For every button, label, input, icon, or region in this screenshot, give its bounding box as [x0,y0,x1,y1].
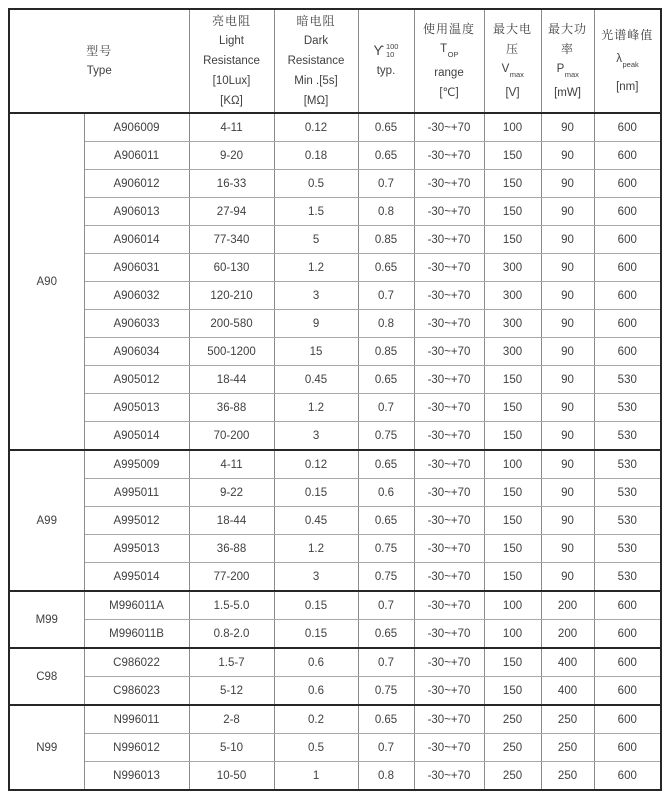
dark-resistance-cell: 0.45 [274,507,358,535]
col-header-pmax: 最大功 率 $P_{max}$ [mW] [541,9,594,113]
temp-range-cell: -30~+70 [414,620,484,649]
v-max-cell: 150 [484,677,541,706]
light-resistance-cell: 16-33 [189,170,274,198]
gamma-cell: 0.7 [358,648,414,677]
lambda-peak-cell: 600 [594,282,661,310]
model-cell: M996011B [84,620,189,649]
v-max-cell: 150 [484,170,541,198]
table-row [9,170,661,198]
gamma-cell: 0.65 [358,507,414,535]
table-row [9,450,661,479]
dark-resistance-cell: 0.6 [274,677,358,706]
lambda-peak-cell: 530 [594,507,661,535]
v-max-cell: 300 [484,254,541,282]
temp-range-cell: -30~+70 [414,282,484,310]
temp-range-cell: -30~+70 [414,591,484,620]
gamma-cell: 0.8 [358,310,414,338]
lambda-peak-cell: 600 [594,142,661,170]
dark-resistance-cell: 0.2 [274,705,358,734]
p-max-cell: 90 [541,563,594,592]
light-resistance-cell: 2-8 [189,705,274,734]
temp-range-cell: -30~+70 [414,535,484,563]
model-cell: N996012 [84,734,189,762]
model-cell: A995011 [84,479,189,507]
model-cell: M996011A [84,591,189,620]
v-max-cell: 250 [484,734,541,762]
table-row [9,705,661,734]
p-max-cell: 250 [541,762,594,791]
dark-resistance-cell: 3 [274,282,358,310]
p-max-cell: 90 [541,394,594,422]
table-row [9,762,661,791]
model-cell: C986023 [84,677,189,706]
temp-range-cell: -30~+70 [414,170,484,198]
light-resistance-cell: 36-88 [189,535,274,563]
table-row [9,394,661,422]
light-resistance-cell: 70-200 [189,422,274,451]
v-max-cell: 150 [484,563,541,592]
v-max-cell: 150 [484,226,541,254]
temp-range-cell: -30~+70 [414,705,484,734]
gamma-symbol: ϒ 100 10 [373,42,399,59]
table-row [9,310,661,338]
temp-range-cell: -30~+70 [414,198,484,226]
dark-resistance-cell: 0.12 [274,113,358,142]
group-a99 [9,450,661,591]
col-header-lambda-peak: 光谱峰值 $\lambda_{peak}$ [nm] [594,9,661,113]
p-max-cell: 90 [541,170,594,198]
model-cell: A995012 [84,507,189,535]
temp-range-cell: -30~+70 [414,422,484,451]
light-resistance-cell: 4-11 [189,113,274,142]
col-header-light-resistance: 亮电阻 Light Resistance [10Lux] [KΩ] [189,9,274,113]
model-cell: A906032 [84,282,189,310]
lambda-peak-cell: 600 [594,677,661,706]
table-row [9,198,661,226]
p-max-cell: 90 [541,282,594,310]
lambda-peak-cell: 600 [594,170,661,198]
dark-resistance-cell: 0.45 [274,366,358,394]
v-max-cell: 100 [484,591,541,620]
table-row [9,479,661,507]
temp-range-cell: -30~+70 [414,762,484,791]
group-n99 [9,705,661,790]
v-max-cell: 150 [484,394,541,422]
p-max-cell: 90 [541,254,594,282]
p-max-cell: 90 [541,535,594,563]
light-resistance-cell: 4-11 [189,450,274,479]
p-max-cell: 250 [541,705,594,734]
lambda-peak-cell: 530 [594,479,661,507]
model-cell: A906034 [84,338,189,366]
dark-resistance-cell: 15 [274,338,358,366]
light-resistance-cell: 10-50 [189,762,274,791]
light-resistance-cell: 200-580 [189,310,274,338]
light-resistance-cell: 5-12 [189,677,274,706]
dark-resistance-cell: 0.15 [274,620,358,649]
gamma-cell: 0.7 [358,734,414,762]
dark-resistance-cell: 5 [274,226,358,254]
v-max-cell: 150 [484,535,541,563]
gamma-cell: 0.75 [358,677,414,706]
group-label: A90 [9,113,84,450]
v-max-cell: 300 [484,282,541,310]
light-resistance-cell: 36-88 [189,394,274,422]
gamma-cell: 0.85 [358,338,414,366]
v-max-cell: 100 [484,450,541,479]
v-max-cell: 150 [484,142,541,170]
lambda-peak-cell: 530 [594,450,661,479]
gamma-cell: 0.65 [358,113,414,142]
table-header [9,9,661,113]
dark-resistance-cell: 1.5 [274,198,358,226]
gamma-cell: 0.6 [358,479,414,507]
lambda-peak-cell: 600 [594,254,661,282]
temp-range-cell: -30~+70 [414,648,484,677]
dark-resistance-cell: 1.2 [274,535,358,563]
v-max-cell: 100 [484,620,541,649]
gamma-cell: 0.65 [358,620,414,649]
p-max-cell: 200 [541,591,594,620]
temp-range-cell: -30~+70 [414,226,484,254]
model-cell: A905012 [84,366,189,394]
temp-range-cell: -30~+70 [414,366,484,394]
light-resistance-cell: 60-130 [189,254,274,282]
temp-range-cell: -30~+70 [414,563,484,592]
temp-range-cell: -30~+70 [414,394,484,422]
lambda-peak-cell: 600 [594,620,661,649]
model-cell: A905014 [84,422,189,451]
p-max-cell: 90 [541,338,594,366]
lambda-peak-cell: 600 [594,198,661,226]
col-header-gamma: ϒ 100 10 typ. [358,9,414,113]
p-max-cell: 90 [541,507,594,535]
temp-range-cell: -30~+70 [414,254,484,282]
table-row [9,226,661,254]
model-cell: N996011 [84,705,189,734]
group-m99 [9,591,661,648]
col-header-temp-range: 使用温度 $T_{OP}$ range [℃] [414,9,484,113]
type-label-cn: 型号 [86,44,113,58]
gamma-cell: 0.85 [358,226,414,254]
p-max-cell: 90 [541,142,594,170]
gamma-cell: 0.7 [358,591,414,620]
p-max-cell: 90 [541,422,594,451]
gamma-cell: 0.8 [358,762,414,791]
lambda-peak-cell: 600 [594,591,661,620]
model-cell: A905013 [84,394,189,422]
gamma-cell: 0.7 [358,170,414,198]
light-resistance-cell: 18-44 [189,366,274,394]
v-max-cell: 150 [484,422,541,451]
dark-resistance-cell: 0.15 [274,591,358,620]
lambda-peak-cell: 530 [594,563,661,592]
table-row [9,142,661,170]
dark-resistance-cell: 3 [274,563,358,592]
model-cell: N996013 [84,762,189,791]
light-resistance-cell: 0.8-2.0 [189,620,274,649]
temp-range-cell: -30~+70 [414,479,484,507]
lambda-peak-cell: 600 [594,648,661,677]
col-header-vmax: 最大电 压 $V_{max}$ [V] [484,9,541,113]
v-max-cell: 250 [484,705,541,734]
gamma-cell: 0.75 [358,422,414,451]
table-row [9,535,661,563]
temp-range-cell: -30~+70 [414,310,484,338]
group-label: M99 [9,591,84,648]
table-row [9,282,661,310]
model-cell: A906012 [84,170,189,198]
model-cell: A995013 [84,535,189,563]
gamma-cell: 0.65 [358,705,414,734]
dark-resistance-cell: 0.5 [274,734,358,762]
table-row [9,648,661,677]
light-resistance-cell: 500-1200 [189,338,274,366]
table-row [9,677,661,706]
table-row [9,620,661,649]
light-resistance-cell: 1.5-5.0 [189,591,274,620]
table-row [9,254,661,282]
lambda-peak-cell: 530 [594,394,661,422]
gamma-cell: 0.75 [358,535,414,563]
v-max-cell: 100 [484,113,541,142]
v-max-cell: 150 [484,507,541,535]
lambda-peak-cell: 600 [594,705,661,734]
model-cell: A995009 [84,450,189,479]
dark-resistance-cell: 0.15 [274,479,358,507]
temp-range-cell: -30~+70 [414,677,484,706]
gamma-cell: 0.65 [358,450,414,479]
light-resistance-cell: 77-340 [189,226,274,254]
light-resistance-cell: 9-20 [189,142,274,170]
group-label: N99 [9,705,84,790]
light-resistance-cell: 18-44 [189,507,274,535]
dark-resistance-cell: 0.5 [274,170,358,198]
lambda-peak-cell: 530 [594,535,661,563]
p-max-cell: 400 [541,677,594,706]
dark-resistance-cell: 9 [274,310,358,338]
light-resistance-cell: 5-10 [189,734,274,762]
gamma-cell: 0.75 [358,563,414,592]
group-c98 [9,648,661,705]
gamma-cell: 0.7 [358,282,414,310]
dark-resistance-cell: 0.18 [274,142,358,170]
light-resistance-cell: 1.5-7 [189,648,274,677]
v-max-cell: 150 [484,366,541,394]
dark-resistance-cell: 0.12 [274,450,358,479]
lambda-peak-cell: 530 [594,366,661,394]
gamma-cell: 0.7 [358,394,414,422]
p-max-cell: 90 [541,226,594,254]
p-max-cell: 90 [541,479,594,507]
table-row [9,591,661,620]
table-row [9,422,661,451]
lambda-peak-cell: 530 [594,422,661,451]
table-row [9,507,661,535]
model-cell: C986022 [84,648,189,677]
light-resistance-cell: 9-22 [189,479,274,507]
dark-resistance-cell: 0.6 [274,648,358,677]
dark-resistance-cell: 3 [274,422,358,451]
model-cell: A906013 [84,198,189,226]
model-cell: A906009 [84,113,189,142]
table-row [9,366,661,394]
model-cell: A995014 [84,563,189,592]
table-row [9,563,661,592]
model-cell: A906011 [84,142,189,170]
table-row [9,113,661,142]
v-max-cell: 300 [484,338,541,366]
model-cell: A906014 [84,226,189,254]
dark-resistance-cell: 1.2 [274,254,358,282]
gamma-cell: 0.65 [358,142,414,170]
temp-range-cell: -30~+70 [414,113,484,142]
dark-resistance-cell: 1.2 [274,394,358,422]
lambda-peak-cell: 600 [594,226,661,254]
lambda-peak-cell: 600 [594,113,661,142]
model-cell: A906031 [84,254,189,282]
v-max-cell: 150 [484,198,541,226]
temp-range-cell: -30~+70 [414,142,484,170]
p-max-cell: 400 [541,648,594,677]
gamma-cell: 0.65 [358,254,414,282]
p-max-cell: 90 [541,366,594,394]
temp-range-cell: -30~+70 [414,734,484,762]
v-max-cell: 300 [484,310,541,338]
light-resistance-cell: 27-94 [189,198,274,226]
table-row [9,338,661,366]
temp-range-cell: -30~+70 [414,450,484,479]
type-label-en: Type [86,65,112,77]
p-max-cell: 200 [541,620,594,649]
gamma-cell: 0.8 [358,198,414,226]
photoresistor-spec-table [8,8,662,791]
temp-range-cell: -30~+70 [414,507,484,535]
p-max-cell: 90 [541,198,594,226]
v-max-cell: 250 [484,762,541,791]
p-max-cell: 250 [541,734,594,762]
group-label: C98 [9,648,84,705]
lambda-peak-cell: 600 [594,734,661,762]
light-resistance-cell: 77-200 [189,563,274,592]
p-max-cell: 90 [541,450,594,479]
p-max-cell: 90 [541,310,594,338]
light-resistance-cell: 120-210 [189,282,274,310]
lambda-peak-cell: 600 [594,310,661,338]
lambda-peak-cell: 600 [594,338,661,366]
col-header-dark-resistance: 暗电阻 Dark Resistance Min .[5s] [MΩ] [274,9,358,113]
v-max-cell: 150 [484,648,541,677]
p-max-cell: 90 [541,113,594,142]
group-label: A99 [9,450,84,591]
dark-resistance-cell: 1 [274,762,358,791]
gamma-cell: 0.65 [358,366,414,394]
col-header-type [9,9,189,113]
group-a90 [9,113,661,450]
v-max-cell: 150 [484,479,541,507]
table-row [9,734,661,762]
model-cell: A906033 [84,310,189,338]
lambda-peak-cell: 600 [594,762,661,791]
temp-range-cell: -30~+70 [414,338,484,366]
